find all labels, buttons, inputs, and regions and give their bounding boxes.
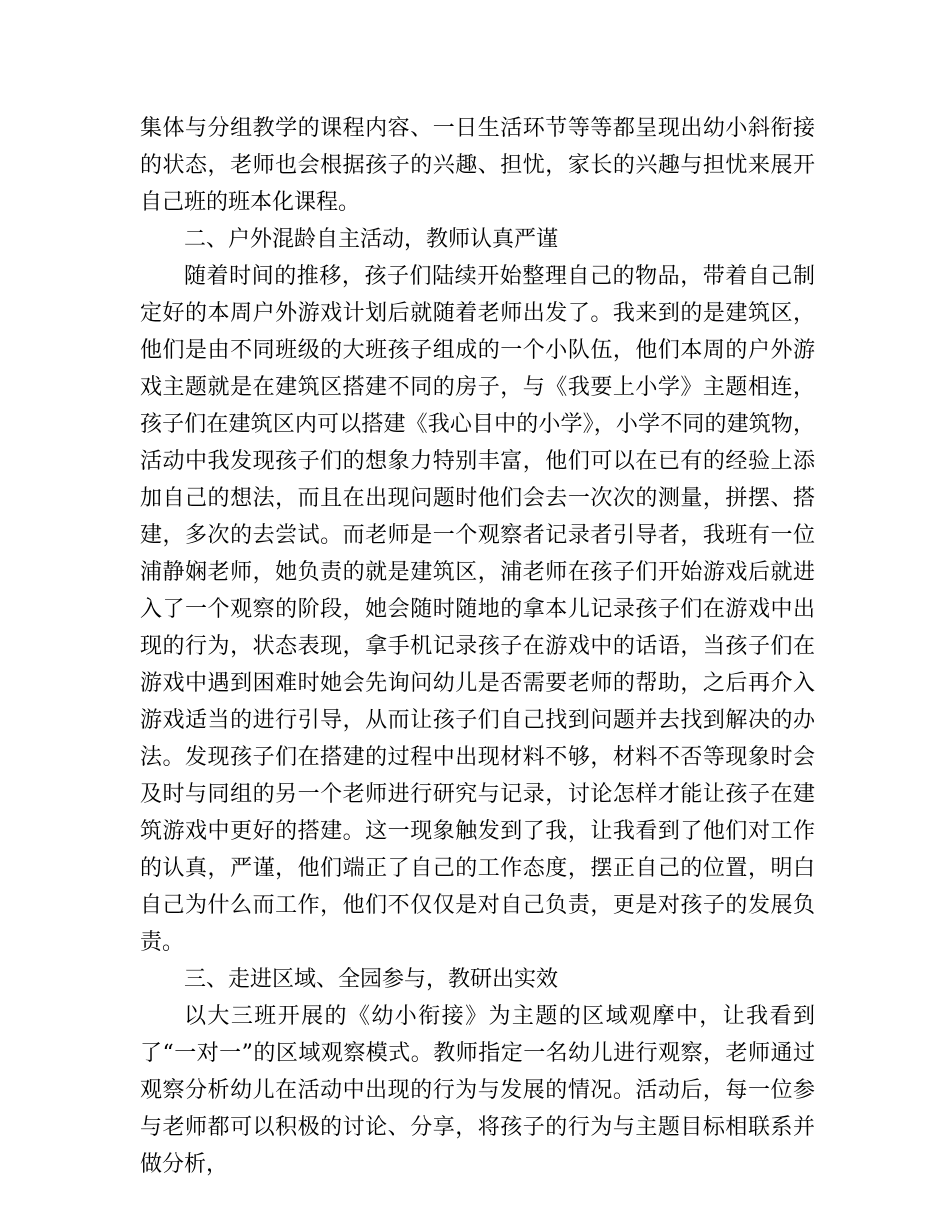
document-body xyxy=(140,110,815,1183)
paragraph-outdoor-activity: 随着时间的推移，孩子们陆续开始整理自己的物品，带着自己制定好的本周户外游戏计划后就随着老师出发了。我来到的是建筑区，他们是由不同班级的大班孩子组成的一个小队伍，他们本周的户外游戏主题就是在建筑区搭建不同的房子，与《我要上小学》主题相连，孩子们在建筑区内可以搭建《我心目中的小学》，小学不同的建筑物，活动中我发现孩子们的想象力特别丰富，他们可以在已有的经验上添加自己的想法，而且在出现问题时他们会去一次次的测量，拼摆、搭建，多次的去尝试。而老师是一个观察者记录者引导者，我班有一位浦静娴老师，她负责的就是建筑区，浦老师在孩子们开始游戏后就进入了一个观察的阶段，她会随时随地的拿本儿记录孩子们在游戏中出现的行为，状态表现，拿手机记录孩子在游戏中的话语，当孩子们在游戏中遇到困难时她会先询问幼儿是否需要老师的帮助，之后再介入游戏适当的进行引导，从而让孩子们自己找到问题并去找到解决的办法。发现孩子们在搭建的过程中出现材料不够，材料不否等现象时会及时与同组的另一个老师进行研究与记录，讨论怎样才能让孩子在建筑游戏中更好的搭建。这一现象触发到了我，让我看到了他们对工作的认真，严谨，他们端正了自己的工作态度，摆正自己的位置，明白自己为什么而工作，他们不仅仅是对自己负责，更是对孩子的发展负责。 xyxy=(140,264,815,955)
paragraph-area-observation: 以大三班开展的《幼小衔接》为主题的区域观摩中，让我看到了“一对一”的区域观察模式。教师指定一名幼儿进行观察，老师通过观察分析幼儿在活动中出现的行为与发展的情况。活动后，每一位参与老师都可以积极的讨论、分享，将孩子的行为与主题目标相联系并做分析， xyxy=(140,1004,815,1177)
section-heading-3: 三、走进区域、全园参与，教研出实效 xyxy=(184,967,559,992)
paragraph-continuation: 集体与分组教学的课程内容、一日生活环节等等都呈现出幼小斜衔接的状态，老师也会根据孩子的兴趣、担忧，家长的兴趣与担忧来展开自己班的班本化课程。 xyxy=(140,116,815,215)
section-heading-2: 二、户外混龄自主活动，教师认真严谨 xyxy=(184,227,559,252)
